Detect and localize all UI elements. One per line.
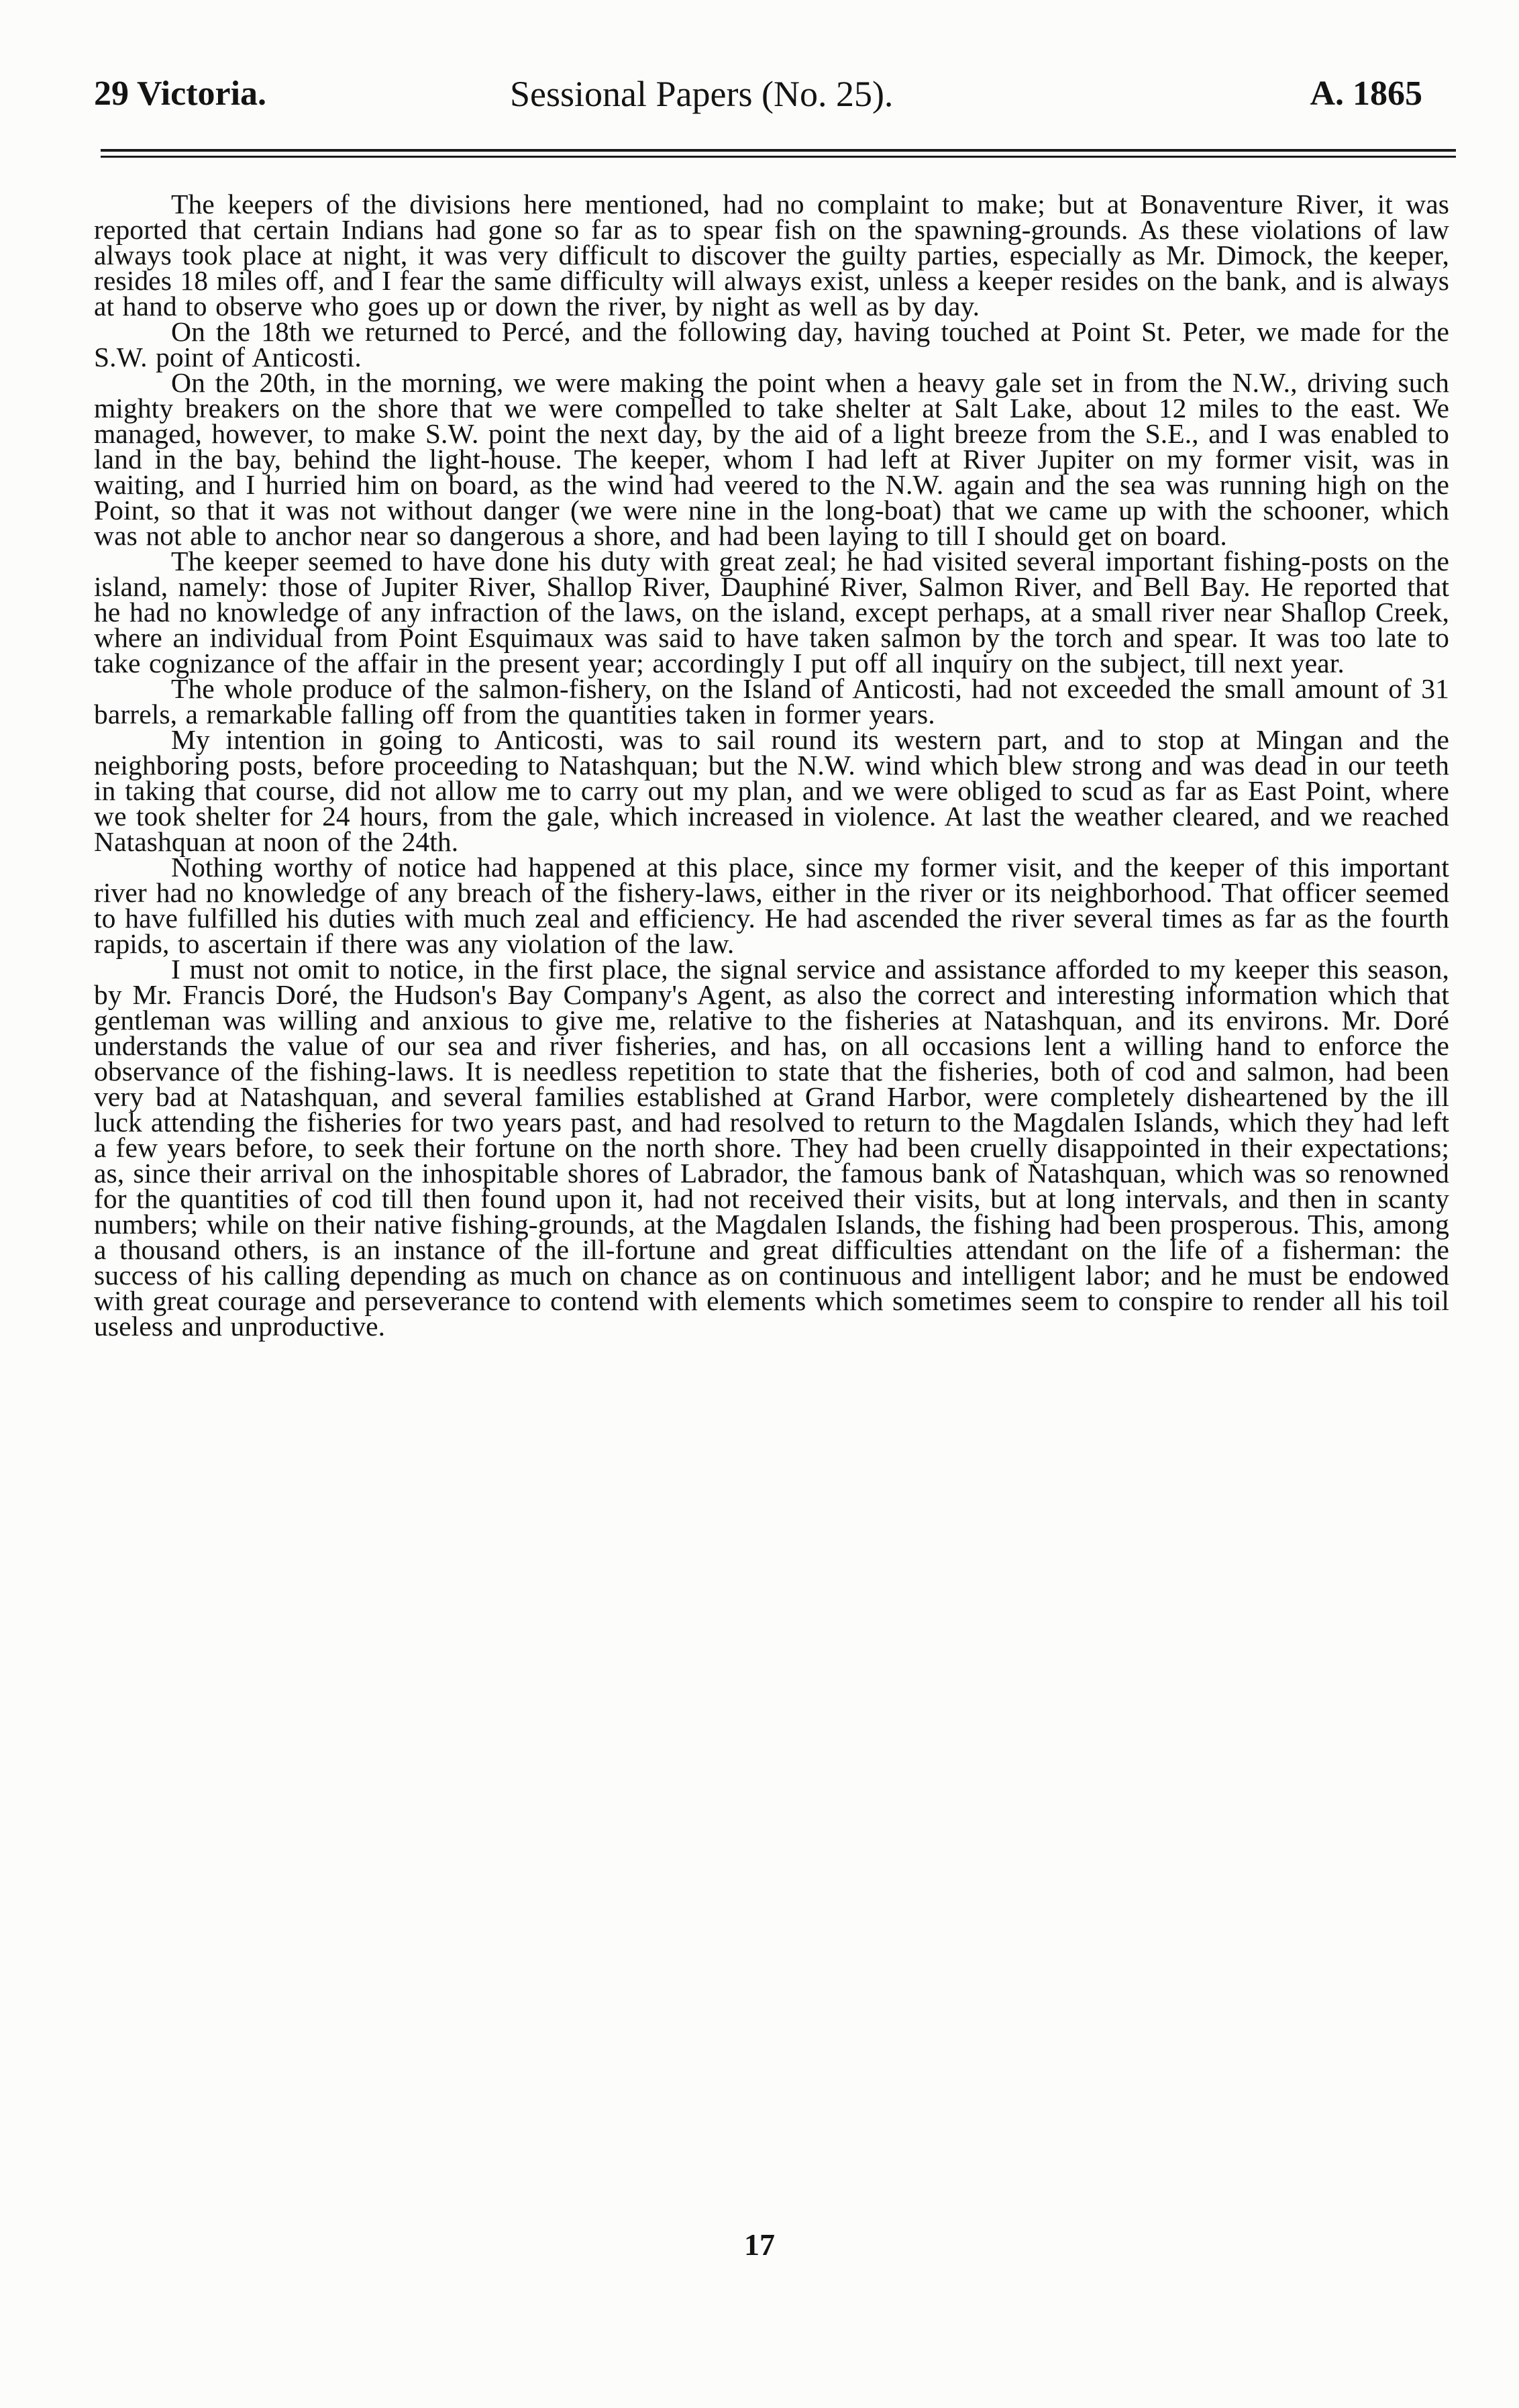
paragraph-perce: On the 18th we returned to Percé, and the following day, having touched at Point St. Peter, we made for the S.W. point of Anticosti. [94, 316, 1449, 372]
header-title: Sessional Papers (No. 25). [510, 74, 894, 114]
paragraph-gale: On the 20th, in the morning, we were making the point when a heavy gale set in from the N.W., driving such mighty breakers on the shore that we were compelled to take shelter at Salt Lake, about 12 miles to the east. We managed, however, to make S.W. point the next day, by the aid of a light breeze from the S.E., and I was enabled to land in the bay, behind the light-house. The keeper, whom I had left at River Jupiter on my former visit, was in waiting, and I hurried him on board, as the wind had veered to the N.W. again and the sea was running high on the Point, so that it was not without danger (we were nine in the long-boat) that we came up with the schooner, which was not able to anchor near so dangerous a shore, and had been laying to till I should get on board. [94, 367, 1449, 551]
header-rule-bottom [101, 156, 1456, 158]
paragraph-bonaventure: The keepers of the divisions here mentioned, had no complaint to make; but at Bonaventure River, it was reported that certain Indians had gone so far as to spear fish on the spawning-grounds. As these violations of law always took place at night, it was very difficult to discover the guilty parties, especially as Mr. Dimock, the keeper, resides 18 miles off, and I fear the same difficulty will always exist, unless a keeper resides on the bank, and is always at hand to observe who goes up or down the river, by night as well as by day. [94, 189, 1449, 321]
paragraph-natashquan: Nothing worthy of notice had happened at this place, since my former visit, and the keeper of this important river had no knowledge of any breach of the fishery-laws, either in the river or its neighborhood. That officer seemed to have fulfilled his duties with much zeal and efficiency. He had ascended the river several times as far as the fourth rapids, to ascertain if there was any violation of the law. [94, 852, 1449, 959]
running-header [94, 67, 1449, 121]
page-number: 17 [744, 2227, 775, 2262]
paragraph-keeper-zeal: The keeper seemed to have done his duty with great zeal; he had visited several important fishing-posts on the island, namely: those of Jupiter River, Shallop River, Dauphiné River, Salmon River, and Bell Bay. He reported that he had no knowledge of any infraction of the laws, on the island, except perhaps, at a small river near Shallop Creek, where an individual from Point Esquimaux was said to have taken salmon by the torch and spear. It was too late to take cognizance of the affair in the present year; accordingly I put off all inquiry on the subject, till next year. [94, 546, 1449, 679]
paragraph-intention: My intention in going to Anticosti, was to sail round its western part, and to stop at Mingan and the neighboring posts, before proceeding to Natashquan; but the N.W. wind which blew strong and was dead in our teeth in taking that course, did not allow me to carry out my plan, and we were obliged to scud as far as East Point, where we took shelter for 24 hours, from the gale, which increased in violence. At last the weather cleared, and we reached Natashquan at noon of the 24th. [94, 724, 1449, 857]
header-rule-top [101, 149, 1456, 152]
paragraph-dore: I must not omit to notice, in the first place, the signal service and assistance afforded to my keeper this season, by Mr. Francis Doré, the Hudson's Bay Company's Agent, as also the correct and interesting information which that gentleman was willing and anxious to give me, relative to the fisheries at Natashquan, and its environs. Mr. Doré understands the value of our sea and river fisheries, and has, on all occasions lent a willing hand to enforce the observance of the fishing-laws. It is needless repetition to state that the fisheries, both of cod and salmon, had been very bad at Natashquan, and several families established at Grand Harbor, were completely disheartened by the ill luck attending the fisheries for two years past, and had resolved to return to the Magdalen Islands, which they had left a few years before, to seek their fortune on the north shore. They had been cruelly disappointed in their expectations; as, since their arrival on the inhospitable shores of Labrador, the famous bank of Natashquan, which was so renowned for the quantities of cod till then found upon it, had not received their visits, but at long intervals, and then in scanty numbers; while on their native fishing-grounds, at the Magdalen Islands, the fishing had been prosperous. This, among a thousand others, is an instance of the ill-fortune and great difficulties attendant on the life of a fisherman: the success of his calling depending as much on chance as on continuous and intelligent labor; and he must be endowed with great courage and perseverance to contend with elements which sometimes seem to conspire to render all his toil useless and unproductive. [94, 954, 1449, 1342]
body-text [94, 189, 1449, 1342]
paragraph-salmon-produce: The whole produce of the salmon-fishery, on the Island of Anticosti, had not exceeded the small amount of 31 barrels, a remarkable falling off from the quantities taken in former years. [94, 673, 1449, 730]
header-year: A. 1865 [1310, 74, 1422, 113]
header-volume: 29 Victoria. [94, 74, 267, 113]
